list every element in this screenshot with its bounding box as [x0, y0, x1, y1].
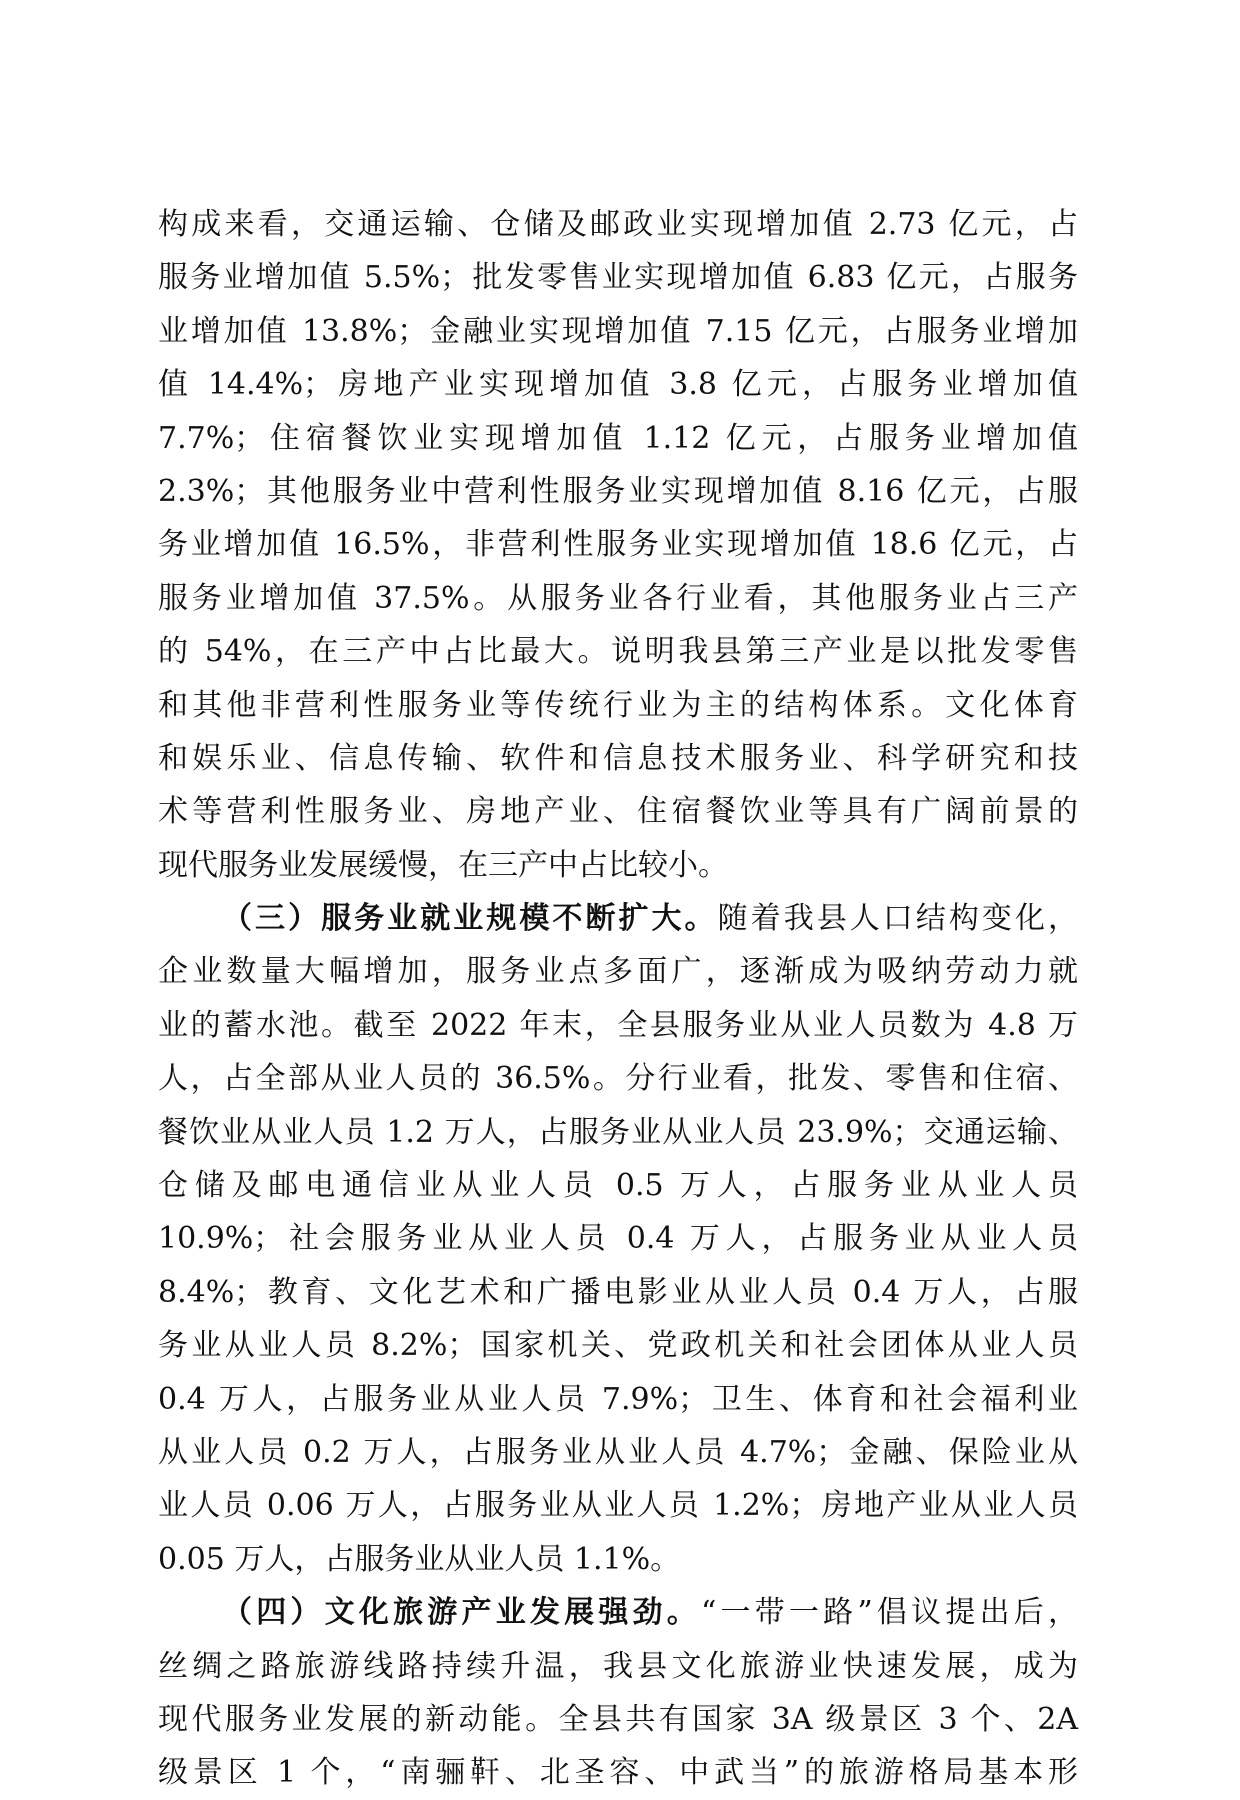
- text-line: [158, 892, 1078, 945]
- section-heading-3: （三）服务业就业规模不断扩大。: [222, 901, 718, 937]
- text-line: 业增加值 13.8%；金融业实现增加值 7.15 亿元，占服务业增加: [158, 313, 1078, 349]
- text-line: 值 14.4%；房地产业实现增加值 3.8 亿元，占服务业增加值: [158, 367, 1078, 403]
- text-line: 2.3%；其他服务业中营利性服务业实现增加值 8.16 亿元，占服: [158, 473, 1078, 509]
- section-heading-4: （四）文化旅游产业发展强劲。: [222, 1595, 701, 1631]
- text-line: 8.4%；教育、文化艺术和广播电影业从业人员 0.4 万人，占服: [158, 1274, 1078, 1310]
- text-line: 服务业增加值 5.5%；批发零售业实现增加值 6.83 亿元，占服务: [158, 260, 1078, 296]
- text-line: 餐饮业从业人员 1.2 万人，占服务业从业人员 23.9%；交通运输、: [158, 1114, 1078, 1150]
- text-line: 业的蓄水池。截至 2022 年末，全县服务业从业人员数为 4.8 万: [158, 1007, 1078, 1043]
- text-line: 从业人员 0.2 万人，占服务业从业人员 4.7%；金融、保险业从: [158, 1434, 1078, 1470]
- text-line: 现代服务业发展缓慢，在三产中占比较小。: [158, 847, 728, 883]
- text-line: 构成来看，交通运输、仓储及邮政业实现增加值 2.73 亿元，占: [158, 207, 1078, 242]
- text-line: 的 54%，在三产中占比最大。说明我县第三产业是以批发零售: [158, 634, 1078, 670]
- text-line: 仓储及邮电通信业从业人员 0.5 万人，占服务业从业人员: [158, 1168, 1078, 1204]
- text-line: 术等营利性服务业、房地产业、住宿餐饮业等具有广阔前景的: [158, 794, 1078, 830]
- text-line: 和娱乐业、信息传输、软件和信息技术服务业、科学研究和技: [158, 740, 1078, 776]
- text-line: 人，占全部从业人员的 36.5%。分行业看，批发、零售和住宿、: [158, 1061, 1078, 1097]
- text-line: 现代服务业发展的新动能。全县共有国家 3A 级景区 3 个、2A: [158, 1701, 1078, 1737]
- text-line: [158, 1586, 1078, 1639]
- text-line: 0.4 万人，占服务业从业人员 7.9%；卫生、体育和社会福利业: [158, 1381, 1078, 1417]
- document-body: [158, 198, 1078, 1800]
- text-line: 务业增加值 16.5%，非营利性服务业实现增加值 18.6 亿元，占: [158, 527, 1078, 563]
- text-run: “一带一路”倡议提出后，: [700, 1595, 1078, 1631]
- text-run: 随着我县人口结构变化，: [717, 901, 1079, 937]
- text-line: 丝绸之路旅游线路持续升温，我县文化旅游业快速发展，成为: [158, 1648, 1078, 1684]
- text-line: 级景区 1 个，“南骊靬、北圣容、中武当”的旅游格局基本形: [158, 1755, 1078, 1791]
- text-line: 10.9%；社会服务业从业人员 0.4 万人，占服务业从业人员: [158, 1221, 1078, 1257]
- text-line: 企业数量大幅增加，服务业点多面广，逐渐成为吸纳劳动力就: [158, 954, 1078, 990]
- paragraph-employment-scale: [158, 892, 1078, 1586]
- text-line: 7.7%；住宿餐饮业实现增加值 1.12 亿元，占服务业增加值: [158, 420, 1078, 456]
- text-line: 0.05 万人，占服务业从业人员 1.1%。: [158, 1541, 681, 1577]
- paragraph-service-structure: [158, 198, 1078, 892]
- text-line: 务业从业人员 8.2%；国家机关、党政机关和社会团体从业人员: [158, 1328, 1078, 1364]
- text-line: 业人员 0.06 万人，占服务业从业人员 1.2%；房地产业从业人员: [158, 1488, 1078, 1524]
- text-line: 服务业增加值 37.5%。从服务业各行业看，其他服务业占三产: [158, 580, 1078, 616]
- paragraph-culture-tourism: [158, 1586, 1078, 1800]
- text-line: 和其他非营利性服务业等传统行业为主的结构体系。文化体育: [158, 687, 1078, 723]
